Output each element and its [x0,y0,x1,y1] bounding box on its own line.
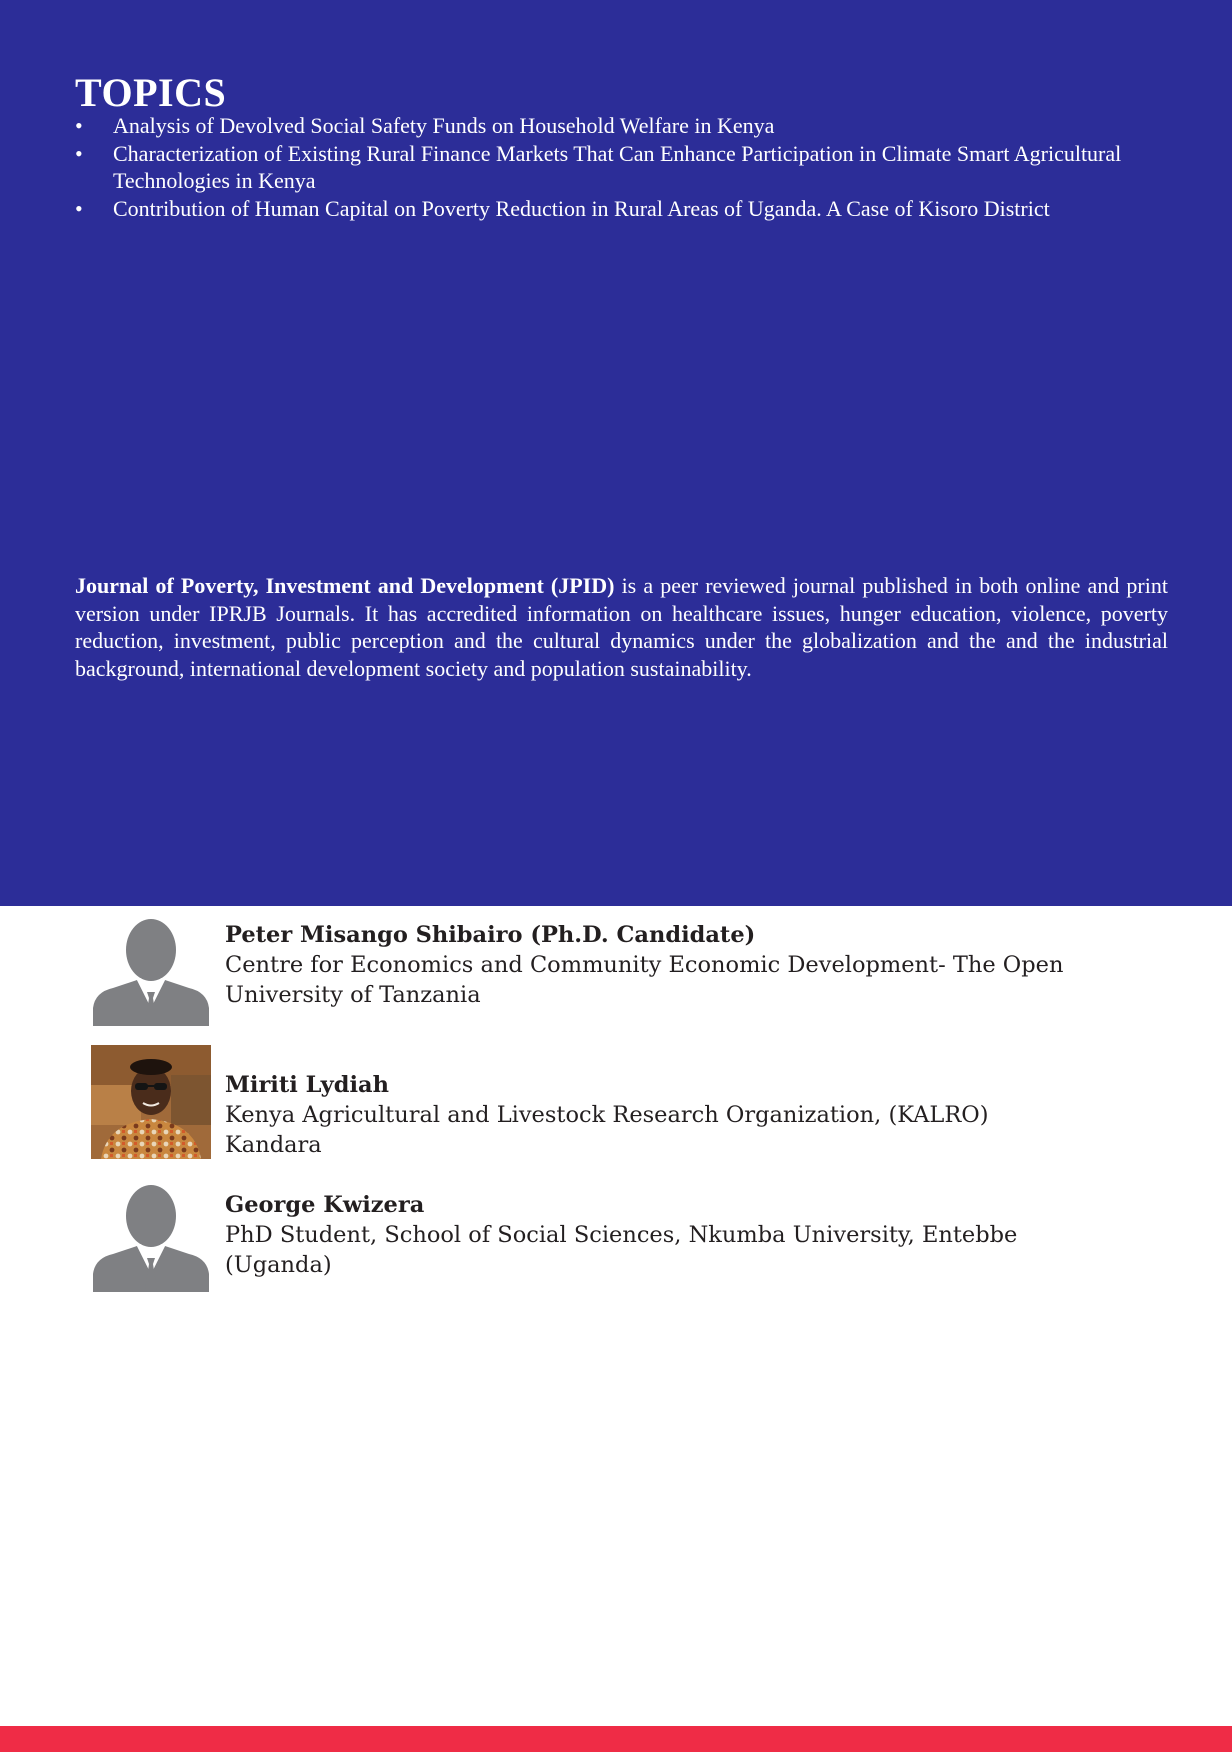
author-avatar-silhouette-icon [91,912,211,1026]
bullet-icon: • [75,195,83,221]
topic-text: Contribution of Human Capital on Poverty Reduction in Rural Areas of Uganda. A Case of Kisoro District [113,195,1050,221]
topics-list [75,112,1170,222]
author-name: Miriti Lydiah [225,1072,389,1098]
author-info [225,1190,1075,1280]
author-affiliation: Kenya Agricultural and Livestock Research Organization, (KALRO) Kandara [225,1102,989,1158]
topic-text: Analysis of Devolved Social Safety Funds on Household Welfare in Kenya [113,113,775,138]
topic-item [75,140,1170,195]
author-affiliation: PhD Student, School of Social Sciences, Nkumba University, Entebbe (Uganda) [225,1222,1018,1278]
topic-item [75,112,1170,140]
author-avatar-silhouette-icon [91,1178,211,1292]
footer-bar [0,1726,1232,1752]
topics-heading: TOPICS [75,70,227,115]
author-name: Peter Misango Shibairo (Ph.D. Candidate) [225,922,756,948]
author-info [225,1070,1075,1160]
topic-text: Characterization of Existing Rural Finance Markets That Can Enhance Participation in Climate Smart Agricultural Technologies in Kenya [113,140,1122,193]
bullet-icon: • [75,140,83,166]
author-info [225,920,1075,1010]
journal-name: Journal of Poverty, Investment and Development (JPID) [75,573,615,598]
author-name: George Kwizera [225,1192,425,1218]
author-affiliation: Centre for Economics and Community Economic Development- The Open University of Tanzania [225,952,1064,1008]
bullet-icon: • [75,113,83,138]
author-photo-portrait [91,1045,211,1159]
journal-description [75,572,1168,682]
topic-item [75,195,1170,223]
journal-description-text: is a peer reviewed journal published in both online and print version under IPRJB Journals. It has accredited information on healthcare issues, hunger education, violence, poverty reduction, investment, public perception and the cultural dynamics under the globalization and the and the industrial background, international development society and population sustainability. [75,573,1168,681]
